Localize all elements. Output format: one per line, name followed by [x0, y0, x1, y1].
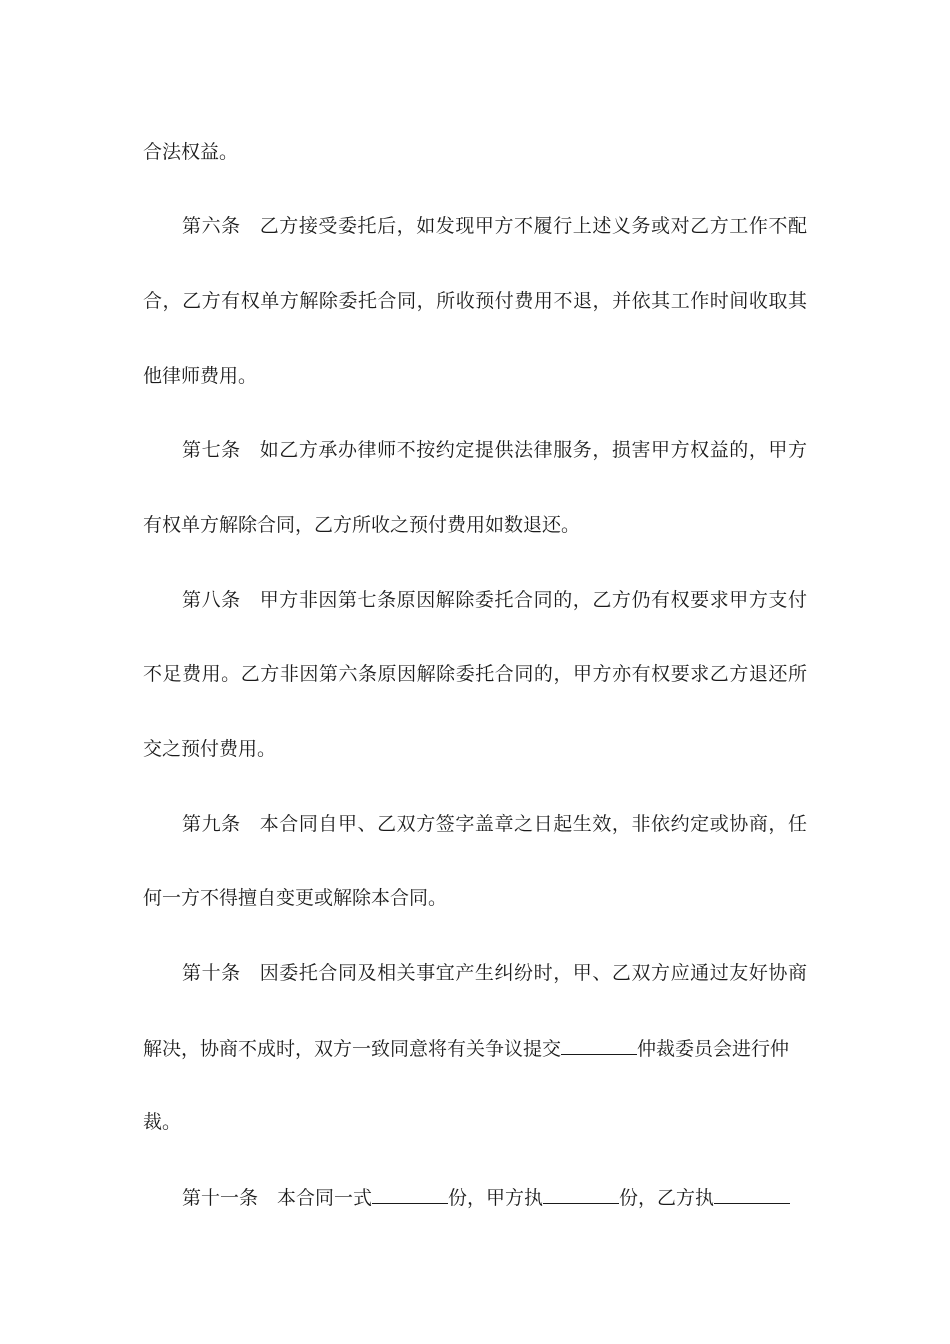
line-text: 仲裁委员会进行仲 — [637, 1038, 790, 1060]
line-text: 因委托合同及相关事宜产生纠纷时，甲、乙双方应通过友好协商 — [259, 962, 807, 984]
line-text: 乙方接受委托后，如发现甲方不履行上述义务或对乙方工作不配 — [259, 215, 807, 237]
line-text: 份，甲方执 — [448, 1187, 544, 1209]
line-text: 甲方非因第七条原因解除委托合同的，乙方仍有权要求甲方支付 — [259, 589, 807, 611]
line-text: 裁。 — [143, 1111, 182, 1133]
article-11-heading-line — [182, 1183, 807, 1212]
article-number: 第十条 — [182, 962, 241, 984]
paragraph-line — [143, 1034, 807, 1063]
paragraph-line — [143, 735, 807, 763]
article-number: 第九条 — [182, 813, 241, 835]
article-number: 第七条 — [182, 439, 241, 461]
line-text: 如乙方承办律师不按约定提供法律服务，损害甲方权益的，甲方 — [259, 439, 807, 461]
line-text: 他律师费用。 — [143, 365, 258, 387]
paragraph-line — [143, 362, 807, 390]
line-text: 本合同一式 — [277, 1187, 373, 1209]
fill-in-blank — [372, 1183, 448, 1204]
paragraph-line — [143, 660, 807, 688]
line-text: 合法权益。 — [143, 141, 239, 163]
paragraph-line — [143, 138, 807, 166]
article-number: 第六条 — [182, 215, 241, 237]
fill-in-blank — [714, 1183, 790, 1204]
paragraph-line — [143, 511, 807, 539]
line-text: 合，乙方有权单方解除委托合同，所收预付费用不退，并依其工作时间收取其 — [143, 290, 807, 312]
article-7-heading-line — [182, 436, 807, 464]
fill-in-blank — [561, 1034, 637, 1055]
fill-in-blank — [543, 1183, 619, 1204]
line-text: 解决，协商不成时，双方一致同意将有关争议提交 — [143, 1038, 562, 1060]
line-text: 本合同自甲、乙双方签字盖章之日起生效，非依约定或协商，任 — [259, 813, 807, 835]
article-number: 第十一条 — [182, 1187, 259, 1209]
line-text: 不足费用。乙方非因第六条原因解除委托合同的，甲方亦有权要求乙方退还所 — [143, 663, 807, 685]
paragraph-line — [143, 287, 807, 315]
paragraph-line — [143, 1108, 807, 1136]
line-text: 何一方不得擅自变更或解除本合同。 — [143, 887, 448, 909]
article-number: 第八条 — [182, 589, 241, 611]
article-8-heading-line — [182, 586, 807, 614]
paragraph-line — [143, 884, 807, 912]
line-text: 交之预付费用。 — [143, 738, 277, 760]
article-9-heading-line — [182, 810, 807, 838]
article-6-heading-line — [182, 212, 807, 240]
article-10-heading-line — [182, 959, 807, 987]
line-text: 份，乙方执 — [619, 1187, 715, 1209]
line-text: 有权单方解除合同，乙方所收之预付费用如数退还。 — [143, 514, 581, 536]
